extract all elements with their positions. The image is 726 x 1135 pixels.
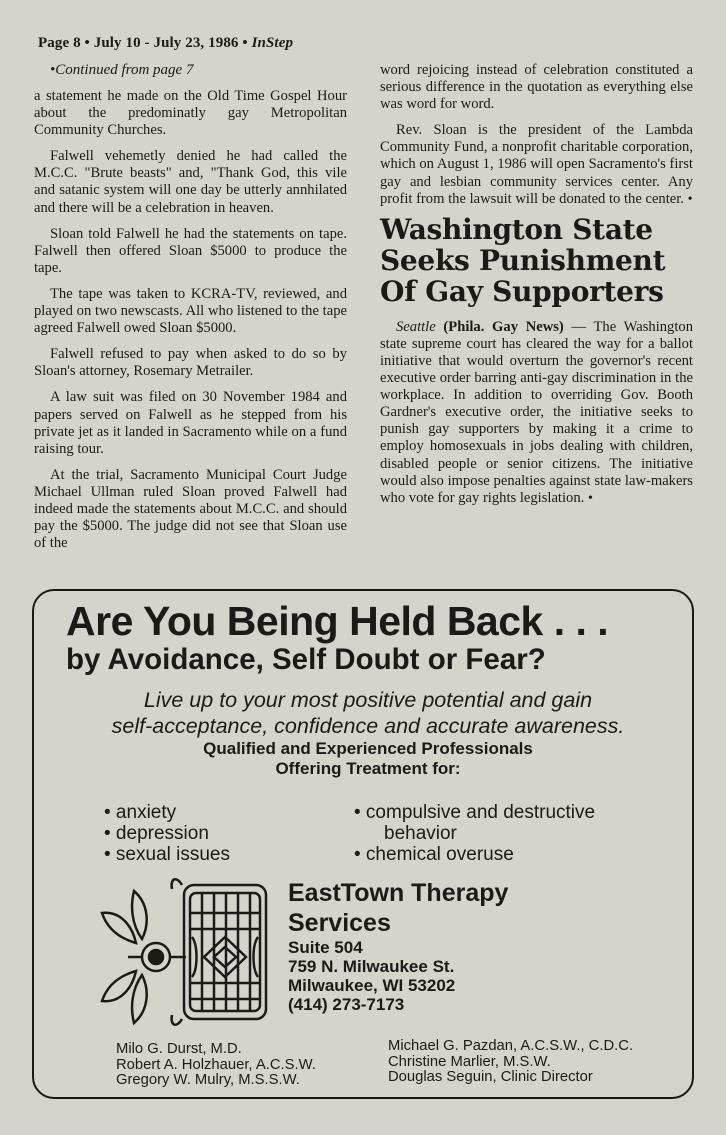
article-paragraph: a statement he made on the Old Time Gospel Hour about the predominatly gay Metropolitan Community Churches. — [34, 88, 347, 139]
left-column — [34, 62, 347, 561]
clinic-address-line: Milwaukee, WI 53202 — [288, 976, 456, 995]
end-mark: • — [587, 490, 593, 506]
staff-member: Robert A. Holzhauer, A.C.S.W. — [116, 1056, 316, 1073]
ad-tagline — [48, 687, 688, 739]
staff-list-right — [388, 1039, 633, 1086]
news-source: (Phila. Gay News) — [443, 318, 564, 335]
staff-member: Douglas Seguin, Clinic Director — [388, 1069, 593, 1085]
treatment-list-left — [104, 802, 230, 865]
clinic-address-line: 759 N. Milwaukee St. — [288, 957, 455, 976]
treatment-item: • compulsive and destructive — [354, 802, 596, 823]
treatment-item: • chemical overuse — [354, 844, 514, 865]
right-column — [380, 62, 693, 516]
treatment-item: • depression — [104, 823, 209, 844]
article-headline — [380, 214, 693, 307]
article-paragraph: The tape was taken to KCRA-TV, reviewed, and played on two newscasts. All who listened to the tape agreed Falwell owed Sloan $5000. — [34, 285, 347, 337]
treatment-item: • anxiety — [104, 802, 177, 823]
ad-qualifications — [48, 739, 688, 779]
headline-line: Seeks Punishment — [380, 243, 666, 277]
clinic-logo — [98, 873, 270, 1031]
staff-member: Milo G. Durst, M.D. — [116, 1041, 242, 1057]
clinic-address-line: Suite 504 — [288, 938, 363, 957]
dateline: Seattle — [396, 318, 436, 335]
clinic-phone: (414) 273-7173 — [288, 995, 405, 1014]
article-paragraph: Falwell refused to pay when asked to do so by Sloan's attorney, Rosemary Metrailer. — [34, 346, 347, 380]
publication-name: InStep — [251, 35, 294, 51]
article-body-text: The Washington state supreme court has cleared the way for a ballot initiative that would overturn the governor's recent executive order barring anti-gay discrimination in the workplace. In addition to overriding Gov. Booth Gardner's executive order, the initiative seeks to punish gay supporters by making it a crime to employ homosexuals in jobs dealing with children, disabled people or senior citizens. The initiative would also impose penalties against state law-makers who vote for gay rights legislation. — [380, 318, 693, 506]
headline-line: Of Gay Supporters — [380, 274, 664, 308]
clinic-name: Services — [288, 909, 391, 937]
staff-member: Gregory W. Mulry, M.S.S.W. — [116, 1072, 300, 1088]
dash: — — [563, 318, 594, 335]
article-paragraph: Falwell vehemetly denied he had called the M.C.C. "Brute beasts" and, "Thank God, this vile and satanic system will one day be utterly annhilated and there will be a celebration in heaven. — [34, 148, 347, 216]
article-paragraph: word rejoicing instead of celebration constituted a serious difference in the quotation as everything else was word for word. — [380, 62, 693, 113]
article-paragraph — [380, 122, 693, 207]
article-paragraph: A law suit was filed on 30 November 1984 and papers served on Falwell as he stepped from his private jet as it landed in Sacramento while on a fund raising tour. — [34, 389, 347, 457]
treatment-list-right — [354, 802, 595, 865]
ad-tagline-line: Live up to your most positive potential and gain — [143, 688, 593, 712]
clinic-name: EastTown Therapy — [288, 879, 509, 907]
staff-member: Christine Marlier, M.S.W. — [388, 1053, 551, 1070]
page-header-text: Page 8 • July 10 - July 23, 1986 • — [38, 35, 248, 51]
ad-title: Are You Being Held Back . . . — [66, 598, 609, 644]
article-paragraph: At the trial, Sacramento Municipal Court Judge Michael Ullman ruled Sloan proved Falwell had indeed made the statements about M.C.C. and should pay the $5000. The judge did not see that Sloan use of the — [34, 466, 347, 552]
clinic-info — [288, 878, 508, 1014]
treatment-item-continued: behavior — [384, 823, 457, 844]
staff-member: Michael G. Pazdan, A.C.S.W., C.D.C. — [388, 1038, 634, 1054]
ad-tagline-line: self-acceptance, confidence and accurate awareness. — [111, 714, 625, 738]
therapy-advertisement — [32, 589, 694, 1099]
page-header — [38, 35, 293, 52]
article-paragraph-text: Rev. Sloan is the president of the Lambda Community Fund, a nonprofit charitable corporation, which on August 1, 1986 will open Sacramento's first gay and lesbian community services center. Any profit from the lawsuit will be donated to the center. — [380, 122, 693, 207]
staff-list-left — [116, 1042, 316, 1089]
article-body — [380, 319, 693, 507]
ad-subtitle: by Avoidance, Self Doubt or Fear? — [66, 643, 546, 676]
end-mark: • — [687, 191, 693, 207]
headline-line: Washington State — [380, 212, 653, 246]
treatment-item: • sexual issues — [104, 844, 230, 865]
article-paragraph: Sloan told Falwell he had the statements on tape. Falwell then offered Sloan $5000 to produce the tape. — [34, 225, 347, 276]
continued-from-note: •Continued from page 7 — [50, 62, 194, 78]
ad-qualifications-line: Offering Treatment for: — [275, 759, 461, 778]
ad-qualifications-line: Qualified and Experienced Professionals — [203, 739, 533, 758]
